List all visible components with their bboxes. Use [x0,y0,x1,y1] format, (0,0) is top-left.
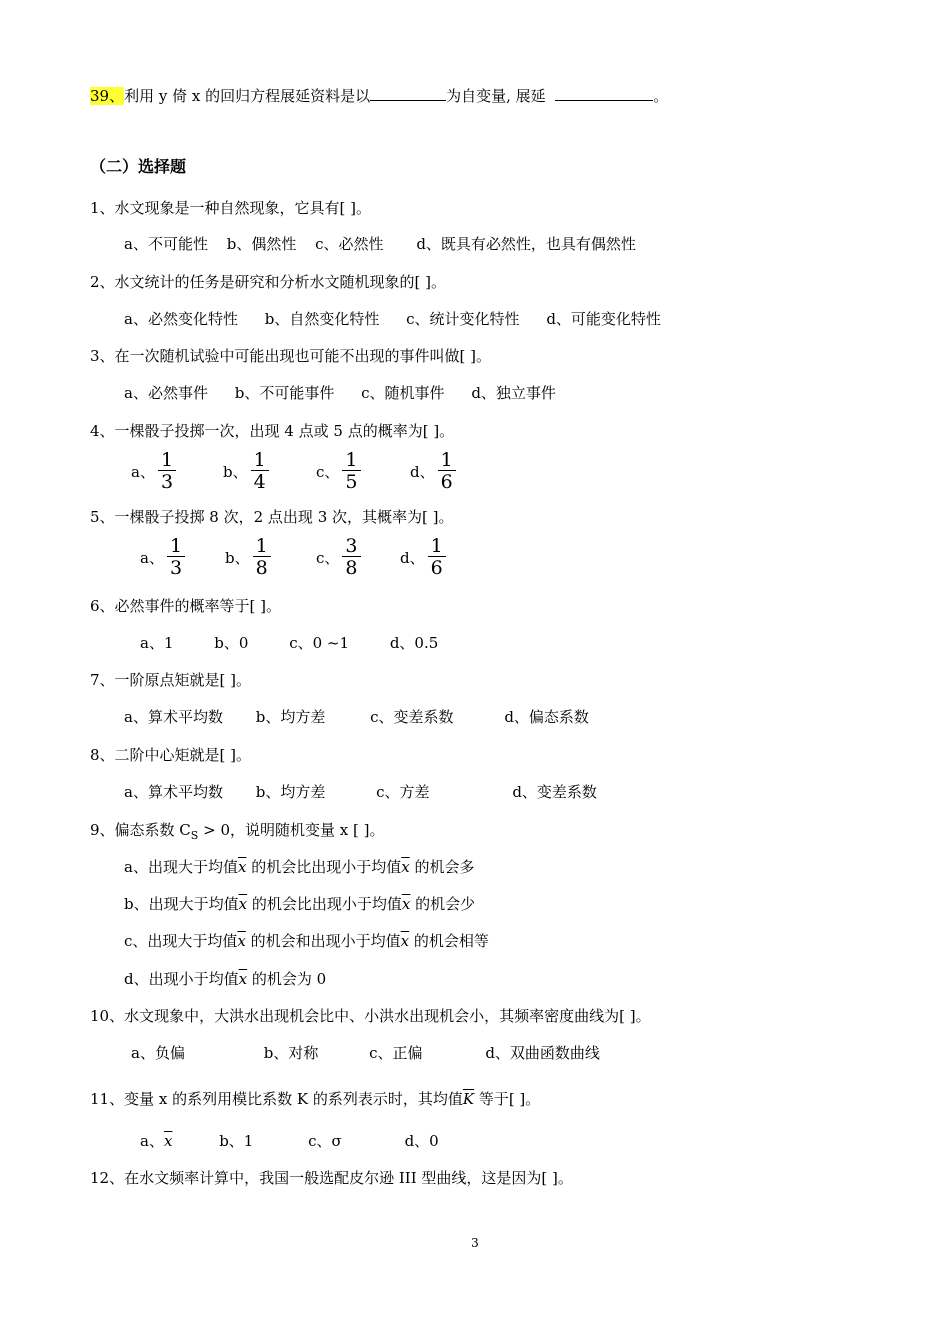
question-3-options [124,383,556,403]
option-a: a、必然事件 [124,384,208,402]
section-title: （二）选择题 [90,157,187,176]
question-39-number: 39、 [90,87,125,105]
option-d: d、可能变化特性 [546,310,661,328]
option-c: c、方差 [376,783,430,801]
question-4-option-b: b、 $\frac{1}{4}$ [223,450,269,493]
option-b: b、1 [219,1132,254,1150]
option-d: d、偏态系数 [504,708,589,726]
option-c: c、统计变化特性 [406,310,520,328]
question-4-stem: 4、一棵骰子投掷一次，出现 4 点或 5 点的概率为[ ]。 [90,422,455,440]
fraction: $\frac{1}{3}$ [167,536,185,579]
option-a: a、1 [140,634,174,652]
option-c: c、变差系数 [370,708,454,726]
question-9-option-c: c、出现大于均值$\overline{x}$ 的机会和出现小于均值$\overline{x}$ 的机会相等 [124,932,489,950]
option-b: b、均方差 [255,708,326,726]
answer-blank-2 [555,86,653,101]
question-7-stem: 7、一阶原点矩就是[ ]。 [90,671,252,689]
option-c: c、正偏 [369,1044,423,1062]
option-d: d、变差系数 [512,783,597,801]
fraction: $\frac{1}{4}$ [251,450,269,493]
option-a: a、算术平均数 [124,708,223,726]
question-5-option-c: c、 $\frac{3}{8}$ [316,536,361,579]
question-8-options [124,782,597,802]
question-10-options [131,1043,600,1063]
question-8-stem: 8、二阶中心矩就是[ ]。 [90,746,252,764]
question-3-stem: 3、在一次随机试验中可能出现也可能不出现的事件叫做[ ]。 [90,347,492,365]
question-4-option-d: d、 $\frac{1}{6}$ [410,450,456,493]
question-6-stem: 6、必然事件的概率等于[ ]。 [90,597,282,615]
question-4-option-a: a、 $\frac{1}{3}$ [131,450,176,493]
question-39 [90,86,668,106]
question-6-options [140,633,438,653]
question-39-text-b: 为自变量, 展延 [446,87,546,105]
option-b: b、不可能事件 [234,384,335,402]
option-d: d、双曲函数曲线 [485,1044,600,1062]
question-2-stem: 2、水文统计的任务是研究和分析水文随机现象的[ ]。 [90,273,447,291]
question-7-options [124,707,589,727]
question-39-text-c: 。 [653,87,669,105]
option-d: d、0 [404,1132,439,1150]
question-9-option-b: b、出现大于均值$\overline{x}$ 的机会比出现小于均值$\overline{x}$ 的机会少 [124,895,476,913]
option-d: d、独立事件 [471,384,556,402]
fraction: $\frac{1}{3}$ [158,450,176,493]
question-5-option-d: d、 $\frac{1}{6}$ [400,536,446,579]
option-a: a、算术平均数 [124,783,223,801]
answer-blank-1 [370,86,446,101]
option-b: b、0 [214,634,249,652]
question-11-options [140,1131,439,1151]
fraction: $\frac{1}{6}$ [438,450,456,493]
question-9-option-a: a、出现大于均值$\overline{x}$ 的机会比出现小于均值$\overline{x}$ 的机会多 [124,858,475,876]
option-b: b、偶然性 [226,235,297,253]
option-a: a、$\overline{x}$ [140,1132,173,1150]
question-12-stem: 12、在水文频率计算中，我国一般选配皮尔逊 III 型曲线，这是因为[ ]。 [90,1169,573,1187]
option-c: c、σ [308,1132,342,1150]
option-b: b、对称 [263,1044,319,1062]
question-2-options [124,309,661,329]
option-a: a、不可能性 [124,235,208,253]
question-11-stem: 11、变量 x 的系列用模比系数 K 的系列表示时，其均值$\overline{K}$ 等于[ ]。 [90,1090,541,1108]
question-1-options [124,234,636,254]
fraction: $\frac{1}{8}$ [253,536,271,579]
option-c: c、0 ~1 [289,634,350,652]
option-a: a、负偏 [131,1044,185,1062]
option-a: a、必然变化特性 [124,310,238,328]
question-5-option-a: a、 $\frac{1}{3}$ [140,536,185,579]
fraction: $\frac{1}{5}$ [342,450,360,493]
question-39-text-a: 利用 y 倚 x 的回归方程展延资料是以 [124,87,371,105]
option-c: c、随机事件 [361,384,445,402]
question-5-stem: 5、一棵骰子投掷 8 次，2 点出现 3 次，其概率为[ ]。 [90,508,454,526]
question-9-stem: 9、偏态系数 $C_S > 0$，说明随机变量 x [ ]。 [90,821,385,842]
question-1-stem: 1、水文现象是一种自然现象，它具有[ ]。 [90,199,372,217]
question-5-option-b: b、 $\frac{1}{8}$ [225,536,271,579]
option-b: b、均方差 [255,783,326,801]
question-10-stem: 10、水文现象中，大洪水出现机会比中、小洪水出现机会小，其频率密度曲线为[ ]。 [90,1007,651,1025]
fraction: $\frac{1}{6}$ [428,536,446,579]
option-c: c、必然性 [315,235,384,253]
option-b: b、自然变化特性 [264,310,380,328]
page-number: 3 [471,1236,479,1250]
question-4-option-c: c、 $\frac{1}{5}$ [316,450,361,493]
question-9-option-d: d、出现小于均值$\overline{x}$ 的机会为 0 [124,970,327,988]
option-d: d、既具有必然性，也具有偶然性 [416,235,636,253]
fraction: $\frac{3}{8}$ [342,536,360,579]
option-d: d、0.5 [389,634,439,652]
